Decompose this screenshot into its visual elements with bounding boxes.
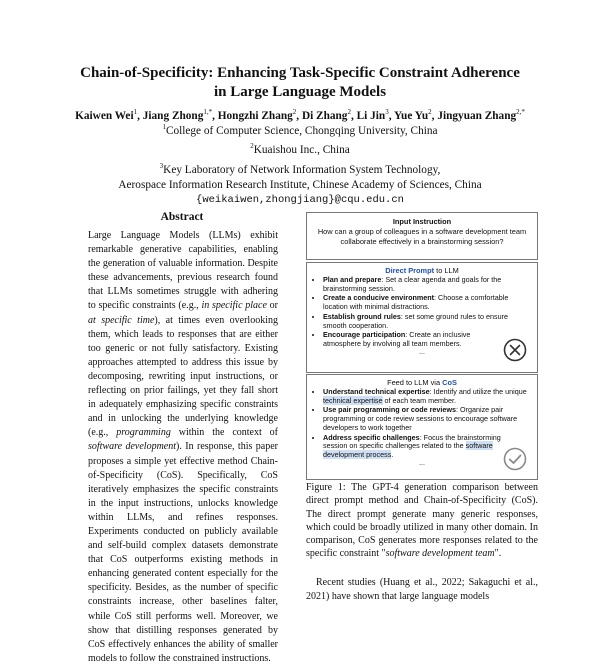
figure-caption: Figure 1: The GPT-4 generation comparison between direct prompt method and Chain-of-Specificity (CoS). The direct prompt generate many generic responses, which could be broadly utilized in many other domain. In comparison, CoS generates more responses related to the specific constraint "software development team". <box>306 482 538 560</box>
affiliation: Aerospace Information Research Institute, Chinese Academy of Sciences, China <box>118 178 482 191</box>
input-instruction-heading: Input Instruction <box>392 217 452 226</box>
paper-title <box>0 64 600 102</box>
body-text: Recent studies (Huang et al., 2022; Sakaguchi et al., 2021) have shown that large language models <box>306 577 538 602</box>
list-item: • Use pair programming or code reviews: Organize pair programming or code review sessions to encourage software developers to work together <box>323 406 531 432</box>
affiliation: $^3$Key Laboratory of Network Information System Technology, <box>159 161 441 176</box>
cross-icon <box>503 338 527 362</box>
cos-heading: Feed to LLM via CoS <box>387 378 457 387</box>
affiliation: $^2$Kuaishou Inc., China <box>250 142 350 157</box>
author: Di Zhang$^2$ <box>301 108 351 122</box>
author: Jingyuan Zhang$^{2,*}$ <box>437 108 525 122</box>
affiliations <box>0 120 600 209</box>
author: Jiang Zhong$^{1,*}$ <box>142 108 213 122</box>
input-instruction-box <box>306 212 538 260</box>
ellipsis: ... <box>419 459 425 467</box>
direct-prompt-box <box>306 262 538 373</box>
author: Hongzhi Zhang$^2$ <box>217 108 297 122</box>
input-instruction-text: How can a group of colleagues in a software development team collaborate effectively in a brainstorming session? <box>317 227 527 246</box>
author: Yue Yu$^2$ <box>393 108 432 122</box>
affiliation: $^1$College of Computer Science, Chongqing University, China <box>162 123 438 137</box>
list-item: • Address specific challenges: Focus the brainstorming session on specific challenges related to the software development process. <box>323 434 531 460</box>
cos-box <box>306 374 538 480</box>
author-list: Kaiwen Wei$^1$, Jiang Zhong$^{1,*}$, Hongzhi Zhang$^2$, Di Zhang$^2$, Li Jin$^3$, Yue Yu$^2$, Jingyuan Zhang$^{2,*}$ <box>75 108 525 122</box>
list-item: • Plan and prepare: Set a clear agenda and goals for the brainstorming session. <box>323 276 531 293</box>
abstract-text: Large Language Models (LLMs) exhibit remarkable generative capabilities, enabling the generation of valuable information. Despite these advancements, previous research found that LLMs sometimes struggle with adhering to specific constraints (e.g., in specific place or at specific time), at times even overlooking them, which leads to responses that are either too generic or not fully satisfactory. Existing approaches attempted to address this issue by decomposing, rewriting input instructions, or reflecting on prior failings, yet they fall short in adequately emphasizing specific constraints and in unlocking the underlying knowledge (e.g., programming within the context of software development). In response, this paper proposes a simple yet effective method Chain-of-Specificity (CoS). Specifically, CoS iteratively emphasizes the specific constraints in the input instructions, unlocks knowledge within LLMs, and refines responses. Experiments conducted on publicly available and self-build complex datasets demonstrate that CoS outperforms existing methods in enhancing generated content especially for the specificity. Besides, as the number of specific constraints increase, other baselines falter, while CoS still performs well. Moreover, we show that distilling responses generated by CoS effectively enhances the ability of smaller models to follow the constrained instructions. <box>88 230 278 664</box>
author: Kaiwen Wei$^1$ <box>75 108 138 122</box>
list-item: • Create a conducive environment: Choose a comfortable location with minimal distractions. <box>323 294 531 311</box>
abstract-heading: Abstract <box>160 211 204 223</box>
direct-prompt-heading: Direct Prompt to LLM <box>385 266 459 275</box>
title-line-1: Chain-of-Specificity: Enhancing Task-Specific Constraint Adherence <box>80 65 520 81</box>
title-line-2: in Large Language Models <box>213 84 387 100</box>
list-item: • Establish ground rules: set some ground rules to ensure smooth cooperation. <box>323 313 531 330</box>
list-item: • Encourage participation: Create an inclusive atmosphere by involving all team members. <box>323 331 531 348</box>
email[interactable]: {weikaiwen,zhongjiang}@cqu.edu.cn <box>196 194 404 207</box>
author: Li Jin$^3$ <box>356 108 389 122</box>
list-item: • Understand technical expertise: Identify and utilize the unique technical expertise of each team member. <box>323 388 531 405</box>
ellipsis: ... <box>419 348 425 356</box>
check-icon <box>503 447 527 471</box>
